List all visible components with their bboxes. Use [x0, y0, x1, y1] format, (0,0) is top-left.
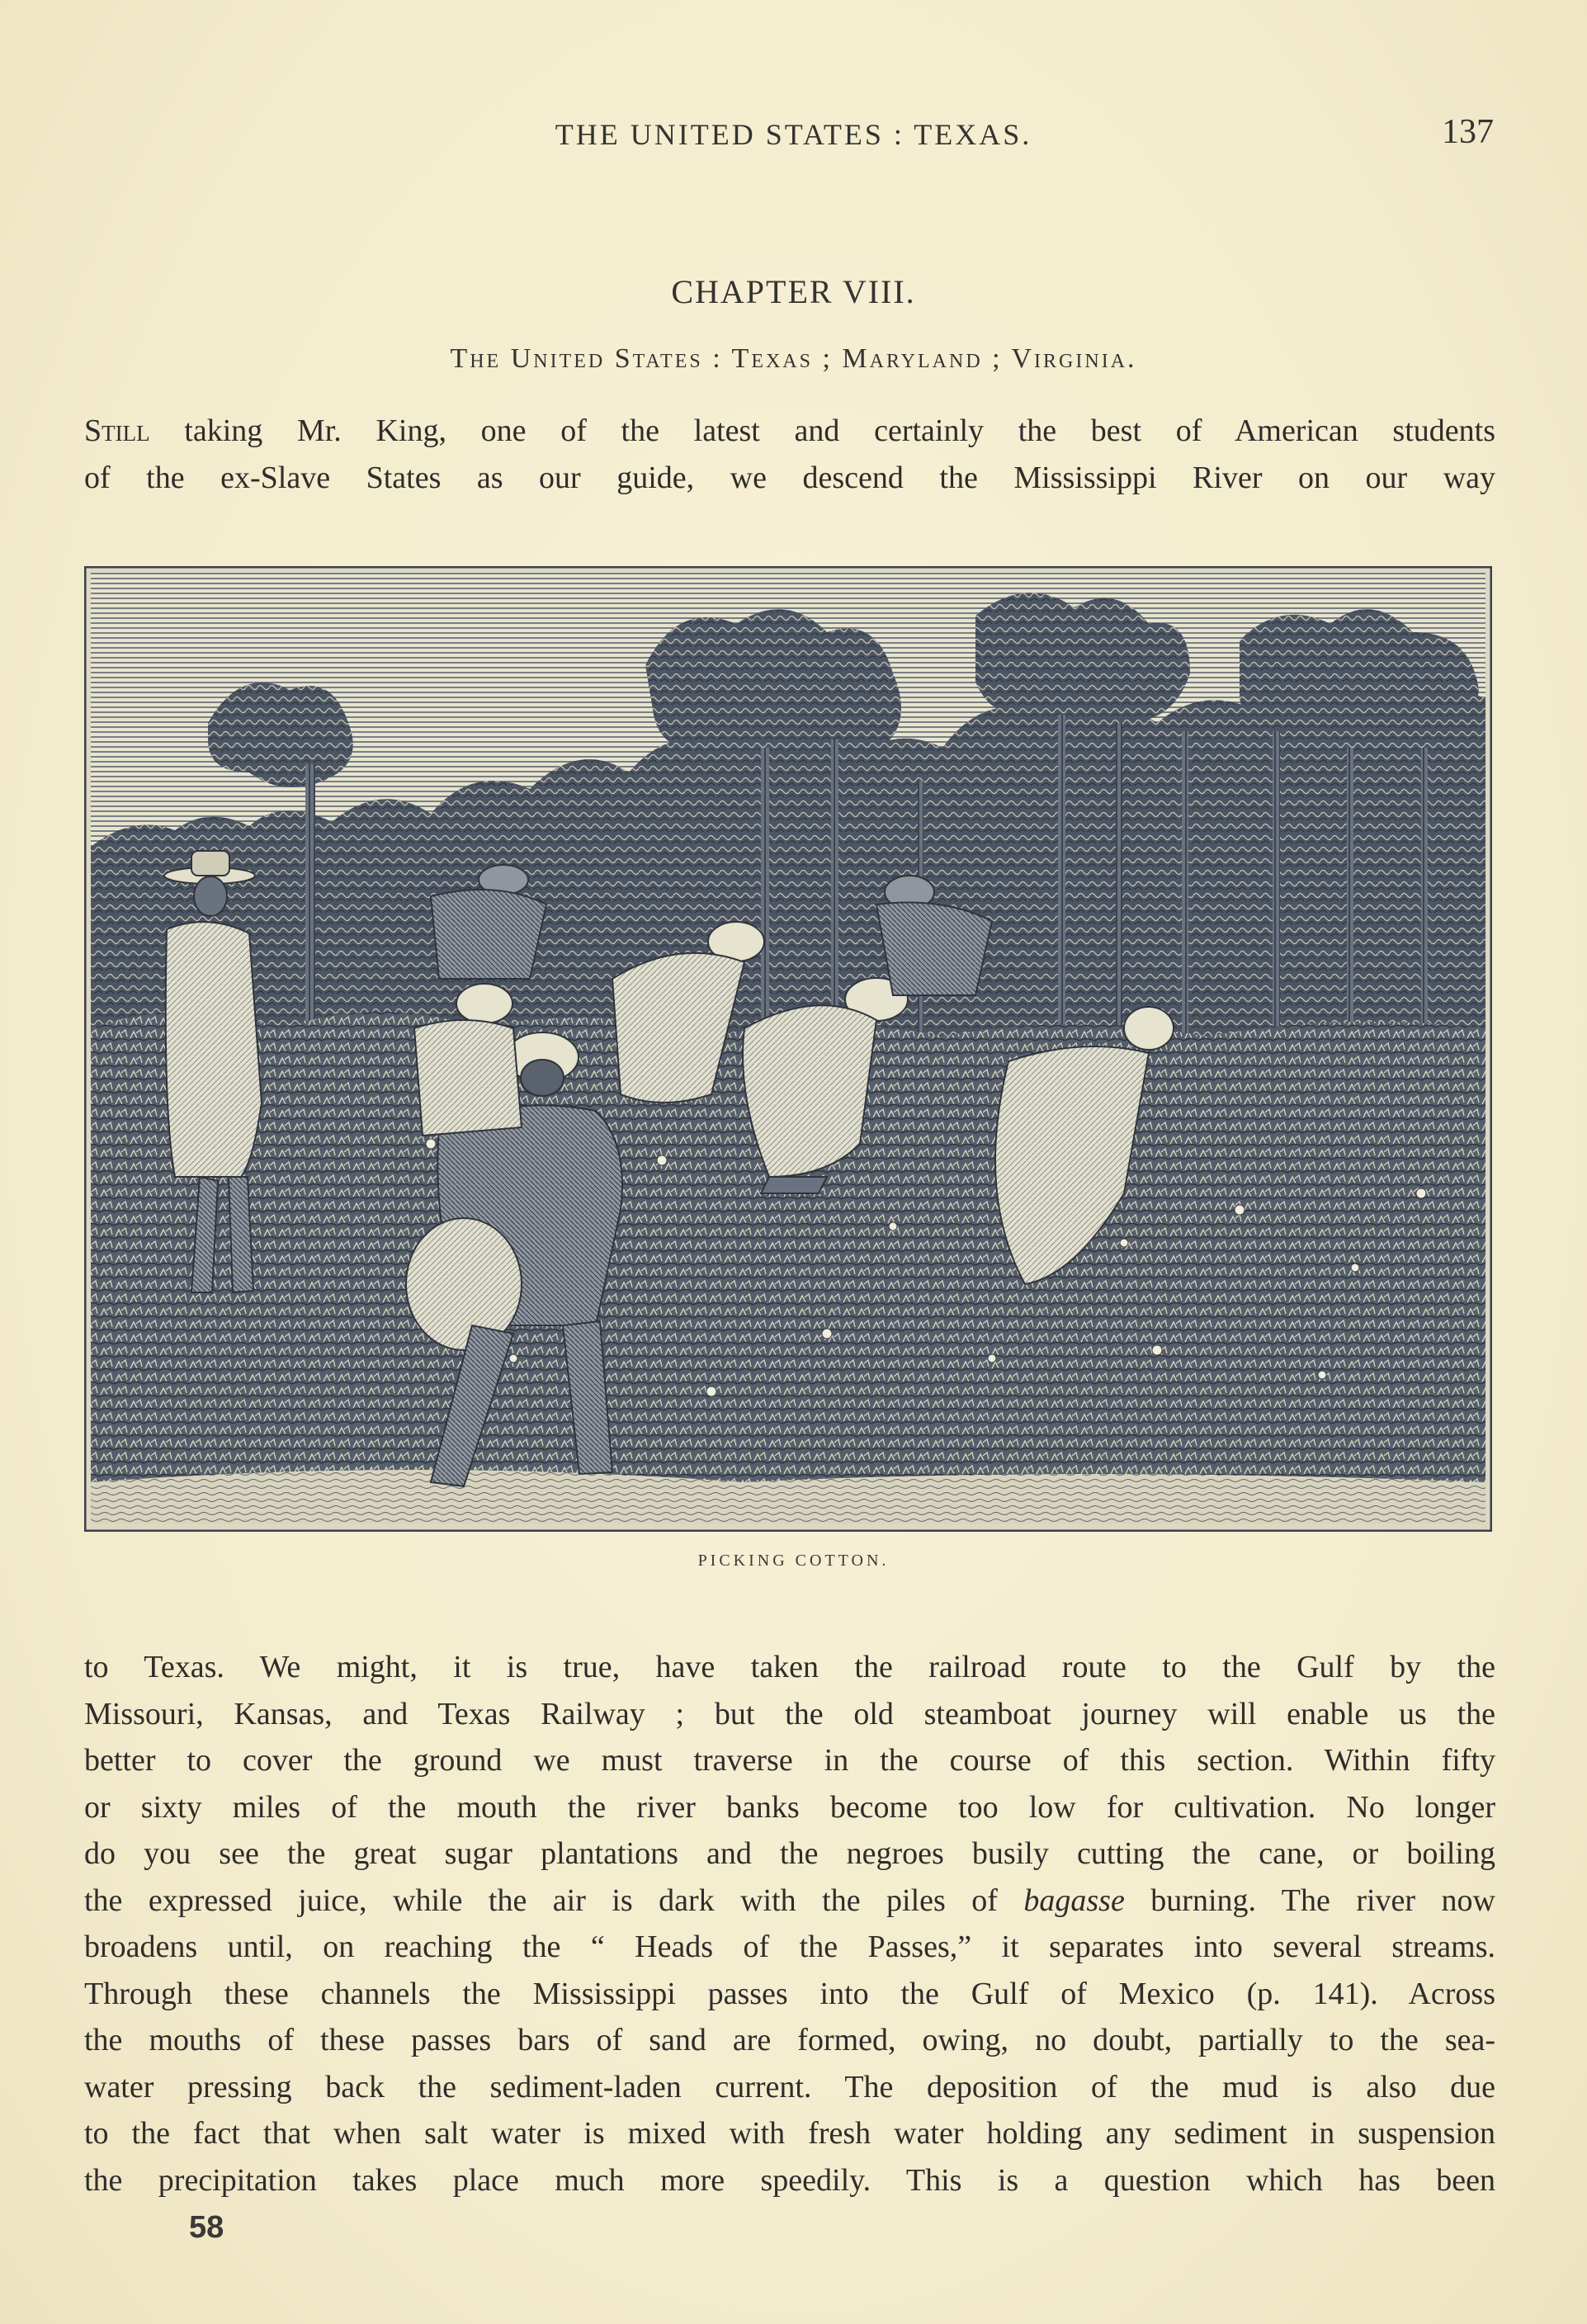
text-line: of the ex-Slave States as our guide, we descend the Mississippi River on our way: [84, 460, 1495, 495]
picking-cotton-engraving: [84, 566, 1492, 1532]
signature-mark: 58: [189, 2210, 224, 2245]
paragraph-bottom: [84, 1644, 1495, 2204]
text-line: water pressing back the sediment-laden current. The deposition of the mud is also due: [84, 2069, 1495, 2104]
text-line: the mouths of these passes bars of sand are formed, owing, no doubt, partially to the sea-: [84, 2023, 1495, 2057]
text-line: do you see the great sugar plantations and the negroes busily cutting the cane, or boiling: [84, 1836, 1495, 1871]
engraving-illustration: [84, 566, 1492, 1532]
line-text: taking Mr. King, one of the latest and certainly the best of American students: [149, 413, 1495, 448]
line-text: the expressed juice, while the air is dark with the piles of: [84, 1882, 998, 1918]
paragraph-top: [84, 408, 1495, 501]
text-line: or sixty miles of the mouth the river banks become too low for cultivation. No longer: [84, 1789, 1495, 1825]
text-line: to Texas. We might, it is true, have taken the railroad route to the Gulf by the: [84, 1650, 1495, 1684]
text-line: Missouri, Kansas, and Texas Railway ; but the old steamboat journey will enable us the: [84, 1696, 1495, 1731]
text-line: better to cover the ground we must traverse in the course of this section. Within fifty: [84, 1743, 1495, 1778]
text-line: broadens until, on reaching the “ Heads of the Passes,” it separates into several streams.: [84, 1930, 1495, 1964]
text-line: the precipitation takes place much more speedily. This is a question which has been: [84, 2162, 1495, 2198]
chapter-title: CHAPTER VIII.: [671, 273, 916, 310]
figure-caption: PICKING COTTON.: [697, 1552, 890, 1570]
running-head: THE UNITED STATES : TEXAS.: [555, 118, 1032, 151]
text-line: Through these channels the Mississippi passes into the Gulf of Mexico (p. 141). Across: [84, 1976, 1495, 2011]
chapter-subtitle: The United States : Texas ; Maryland ; Virginia.: [450, 343, 1137, 374]
italic-term: bagasse: [1023, 1882, 1125, 1918]
line-text: burning. The river now: [1124, 1882, 1495, 1918]
text-line: to the fact that when salt water is mixed with fresh water holding any sediment in suspension: [84, 2116, 1495, 2151]
lead-word: Still: [84, 413, 150, 448]
text-line: [84, 408, 1495, 455]
text-line: [84, 1878, 1495, 1925]
page-number: 137: [1442, 113, 1494, 151]
